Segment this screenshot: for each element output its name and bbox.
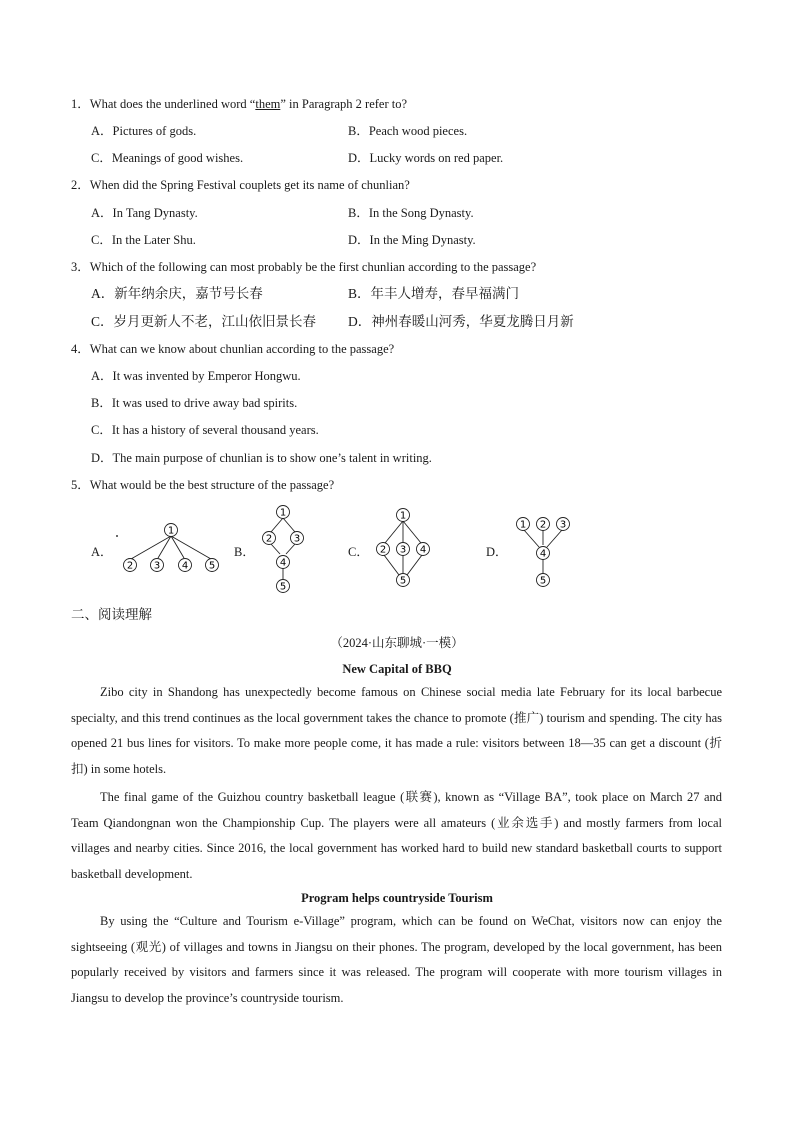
svg-text:4: 4 (539, 548, 547, 560)
q1-option-b: B．Peach wood pieces. (348, 124, 468, 138)
node-5 (537, 574, 550, 587)
node-5 (206, 559, 219, 572)
svg-text:4: 4 (419, 544, 427, 556)
question-3 (71, 259, 536, 275)
q3-option-b: B．年丰人增寿，春早福满门 (348, 286, 520, 301)
q3-option-a: A．新年纳余庆，嘉节号长春 (91, 286, 263, 301)
q1-option-c: C．Meanings of good wishes. (91, 151, 244, 165)
question-number: 5． (71, 478, 90, 492)
paragraph-1: Zibo city in Shandong has unexpectedly become famous on Chinese social media late February for its local barbecue specialty, and this trend continues as the local government takes the chance to promote (推广) tourism and spending. The city has opened 21 bus lines for visitors. To make more people come, it has made a rule: visitors between 18—35 can get a discount (折扣) in some hotels. (71, 685, 722, 776)
q2-option-b: B．In the Song Dynasty. (348, 206, 474, 220)
q4-option-a: A．It was invented by Emperor Hongwu. (91, 369, 301, 383)
node-2 (377, 543, 390, 556)
node-2 (124, 559, 137, 572)
q5-option-a-label: A． (91, 545, 113, 559)
svg-text:5: 5 (539, 575, 547, 587)
svg-text:4: 4 (279, 557, 287, 569)
question-4 (71, 341, 394, 357)
node-3 (291, 532, 304, 545)
svg-text:2: 2 (539, 519, 547, 531)
node-3 (557, 518, 570, 531)
structure-diagram-c (368, 503, 440, 589)
q5-option-d-label: D． (486, 545, 508, 559)
question-text: ” in Paragraph 2 refer to? (280, 97, 408, 111)
q4-option-b: B．It was used to drive away bad spirits. (91, 396, 298, 410)
svg-text:5: 5 (279, 581, 287, 593)
svg-text:1: 1 (519, 519, 527, 531)
svg-text:3: 3 (293, 533, 301, 545)
svg-text:5: 5 (399, 575, 407, 587)
svg-text:1: 1 (399, 510, 407, 522)
node-1 (165, 524, 178, 537)
underlined-word: them (255, 97, 281, 111)
node-2 (537, 518, 550, 531)
q2-option-d: D．In the Ming Dynasty. (348, 233, 476, 247)
q3-option-c: C．岁月更新人不老，江山依旧景长春 (91, 314, 317, 329)
node-3 (151, 559, 164, 572)
q3-option-d: D．神州春暖山河秀，华夏龙腾日月新 (348, 314, 574, 329)
q4-option-d: D．The main purpose of chunlian is to show one’s talent in writing. (91, 451, 432, 465)
node-4 (537, 547, 550, 560)
node-1 (397, 509, 410, 522)
q2-option-a: A．In Tang Dynasty. (91, 206, 198, 220)
node-4 (277, 556, 290, 569)
q2-option-c: C．In the Later Shu. (91, 233, 196, 247)
source-line: （2024·山东聊城·一模） (330, 636, 464, 650)
question-text: What does the underlined word “ (89, 97, 256, 111)
svg-text:5: 5 (208, 560, 216, 572)
svg-text:2: 2 (126, 560, 134, 572)
question-text: What can we know about chunlian according to the passage? (89, 342, 395, 356)
svg-text:2: 2 (265, 533, 273, 545)
q1-option-d: D．Lucky words on red paper. (348, 151, 504, 165)
node-1 (517, 518, 530, 531)
svg-text:1: 1 (167, 525, 175, 537)
node-4 (417, 543, 430, 556)
question-number: 3． (71, 260, 90, 274)
question-number: 4． (71, 342, 90, 356)
question-number: 1． (71, 97, 90, 111)
question-text: When did the Spring Festival couplets get its name of chunlian? (89, 178, 410, 192)
question-text: What would be the best structure of the passage? (89, 478, 335, 492)
node-5 (277, 580, 290, 593)
paragraph-2: The final game of the Guizhou country basketball league (联赛), known as “Village BA”, took place on March 27 and Team Qiandongnan won the Championship Cup. The players were all amateurs (业余选手) and mostly farmers from local villages and nearby cities. Since 2016, the local government has worked hard to build new standard basketball courts to support basketball development. (71, 790, 722, 881)
svg-text:3: 3 (153, 560, 161, 572)
node-2 (263, 532, 276, 545)
question-5 (71, 477, 334, 493)
question-1 (71, 96, 407, 112)
q5-option-b-label: B． (234, 545, 255, 559)
structure-diagram-d (508, 511, 578, 591)
node-1 (277, 506, 290, 519)
node-3 (397, 543, 410, 556)
question-2 (71, 177, 410, 193)
node-4 (179, 559, 192, 572)
article-title-2: Program helps countryside Tourism (301, 891, 493, 905)
svg-text:3: 3 (399, 544, 407, 556)
paragraph-3: By using the “Culture and Tourism e-Village” program, which can be found on WeChat, visitors now can enjoy the sightseeing (观光) of villages and towns in Jiangsu on their phones. The program, developed by the local government, has been popularly received by visitors and farmers since it was released. The program will cooperate with more tourism villages in Jiangsu to develop the province’s countryside tourism. (71, 914, 722, 1005)
q4-option-c: C．It has a history of several thousand years. (91, 423, 319, 437)
node-5 (397, 574, 410, 587)
section-heading: 二、阅读理解 (71, 607, 152, 622)
question-number: 2． (71, 178, 90, 192)
article-title-1: New Capital of BBQ (342, 662, 452, 676)
svg-text:2: 2 (379, 544, 387, 556)
svg-text:4: 4 (181, 560, 189, 572)
question-text: Which of the following can most probably be the first chunlian according to the passage? (89, 260, 537, 274)
svg-text:1: 1 (279, 507, 287, 519)
q1-option-a: A．Pictures of gods. (91, 124, 197, 138)
structure-diagram-a (110, 518, 230, 578)
stray-dot (116, 535, 118, 537)
svg-text:3: 3 (559, 519, 567, 531)
structure-diagram-b (255, 502, 315, 596)
q5-option-c-label: C． (348, 545, 369, 559)
